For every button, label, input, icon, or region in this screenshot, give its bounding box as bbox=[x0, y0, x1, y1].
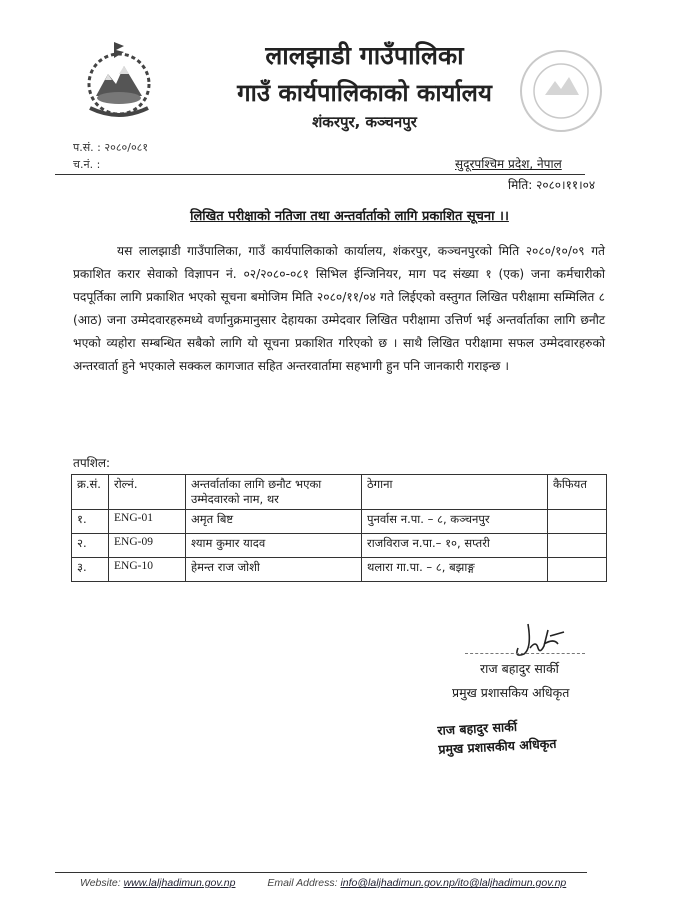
office-title: गाउँ कार्यपालिकाको कार्यालय bbox=[237, 79, 492, 107]
province-label: सुदूरपश्चिम प्रदेश, नेपाल bbox=[455, 157, 562, 171]
notice-subject: लिखित परीक्षाको नतिजा तथा अन्तर्वार्ताको लागि प्रकाशित सूचना ।। bbox=[190, 209, 509, 224]
notice-date: मिति: २०८०।११।०४ bbox=[508, 178, 596, 192]
row-sn: १. bbox=[72, 510, 109, 534]
office-location: शंकरपुर, कञ्चनपुर bbox=[312, 113, 417, 131]
row-roll: ENG-09 bbox=[109, 534, 186, 558]
row-name: श्याम कुमार यादव bbox=[186, 534, 362, 558]
row-remarks bbox=[548, 558, 607, 582]
row-roll: ENG-10 bbox=[109, 558, 186, 582]
header-divider bbox=[55, 174, 585, 175]
row-address: पुनर्वास न.पा. – ८, कञ्चनपुर bbox=[362, 510, 548, 534]
table-header-row bbox=[72, 475, 607, 510]
signatory-title: प्रमुख प्रशासकिय अधिकृत bbox=[452, 685, 570, 700]
header-name: अन्तर्वार्ताका लागि छनौट भएका उम्मेदवारको नाम, थर bbox=[186, 475, 362, 510]
header-sn: क्र.सं. bbox=[72, 475, 109, 510]
municipality-title: लालझाडी गाउँपालिका bbox=[265, 41, 464, 70]
signatory-name: राज बहादुर सार्की bbox=[480, 661, 559, 676]
notice-body: यस लालझाडी गाउँपालिका, गाउँ कार्यपालिकाको कार्यालय, शंकरपुर, कञ्चनपुरको मिति २०८०/१०/०९ गते प्रकाशित करार सेवाको विज्ञापन नं. ०२/२०८०-०८१ सिभिल ईन्जिनियर, माग पद संख्या १ (एक) जना कर्मचारीको पदपूर्तिका लागि प्रकाशित भएको सूचना बमोजिम मिति २०८०/११/०४ गते लिईएको वस्तुगत लिखित परीक्षामा सम्मिलित ८ (आठ) जना उम्मेदवारहरुमध्ये वर्णानुक्रमानुसार देहायका उम्मेदवार लिखित परीक्षामा उत्तिर्ण भई अन्तर्वार्ताका लागि छनौट भएको व्यहोरा सम्बन्धित सबैको लागि यो सूचना प्रकाशित गरिएको छ । साथै लिखित परीक्षामा सफल उम्मेदवारहरुको अन्तरवार्ता हुने भएकाले सक्कल कागजात सहित अन्तरवार्तामा सहभागी हुन पनि जानकारी गराइन्छ । bbox=[73, 244, 605, 373]
table-row bbox=[72, 510, 607, 534]
row-remarks bbox=[548, 510, 607, 534]
dispatch-number: च.नं. : bbox=[73, 158, 101, 171]
email-label: Email Address: bbox=[267, 877, 338, 889]
row-name: हेमन्त राज जोशी bbox=[186, 558, 362, 582]
stamp-title: प्रमुख प्रशासकीय अधिकृत bbox=[438, 735, 557, 757]
header-roll: रोल्नं. bbox=[109, 475, 186, 510]
details-label: तपशिल: bbox=[73, 456, 111, 470]
results-table bbox=[71, 474, 607, 582]
email-link[interactable]: info@laljhadimun.gov.np/ito@laljhadimun.gov.np bbox=[340, 877, 567, 889]
official-stamp bbox=[437, 714, 589, 764]
reference-number: प.सं. : २०८०/०८१ bbox=[73, 141, 149, 154]
row-address: थलारा गा.पा. – ८, बझाङ्ग bbox=[362, 558, 548, 582]
stamp-name: राज बहादुर सार्की bbox=[437, 718, 518, 738]
header-address: ठेगाना bbox=[362, 475, 548, 510]
header-remarks: कैफियत bbox=[548, 475, 607, 510]
website-link[interactable]: www.laljhadimun.gov.np bbox=[123, 877, 236, 889]
row-roll: ENG-01 bbox=[109, 510, 186, 534]
row-address: राजविराज न.पा.– १०, सप्तरी bbox=[362, 534, 548, 558]
footer bbox=[80, 877, 566, 889]
table-row bbox=[72, 558, 607, 582]
row-sn: ३. bbox=[72, 558, 109, 582]
row-name: अमृत बिष्ट bbox=[186, 510, 362, 534]
footer-divider bbox=[55, 872, 587, 873]
row-remarks bbox=[548, 534, 607, 558]
table-row bbox=[72, 534, 607, 558]
signature-line bbox=[465, 653, 585, 654]
row-sn: २. bbox=[72, 534, 109, 558]
office-seal-icon bbox=[515, 45, 607, 137]
handwritten-signature bbox=[508, 618, 570, 662]
website-label: Website: bbox=[80, 877, 121, 889]
